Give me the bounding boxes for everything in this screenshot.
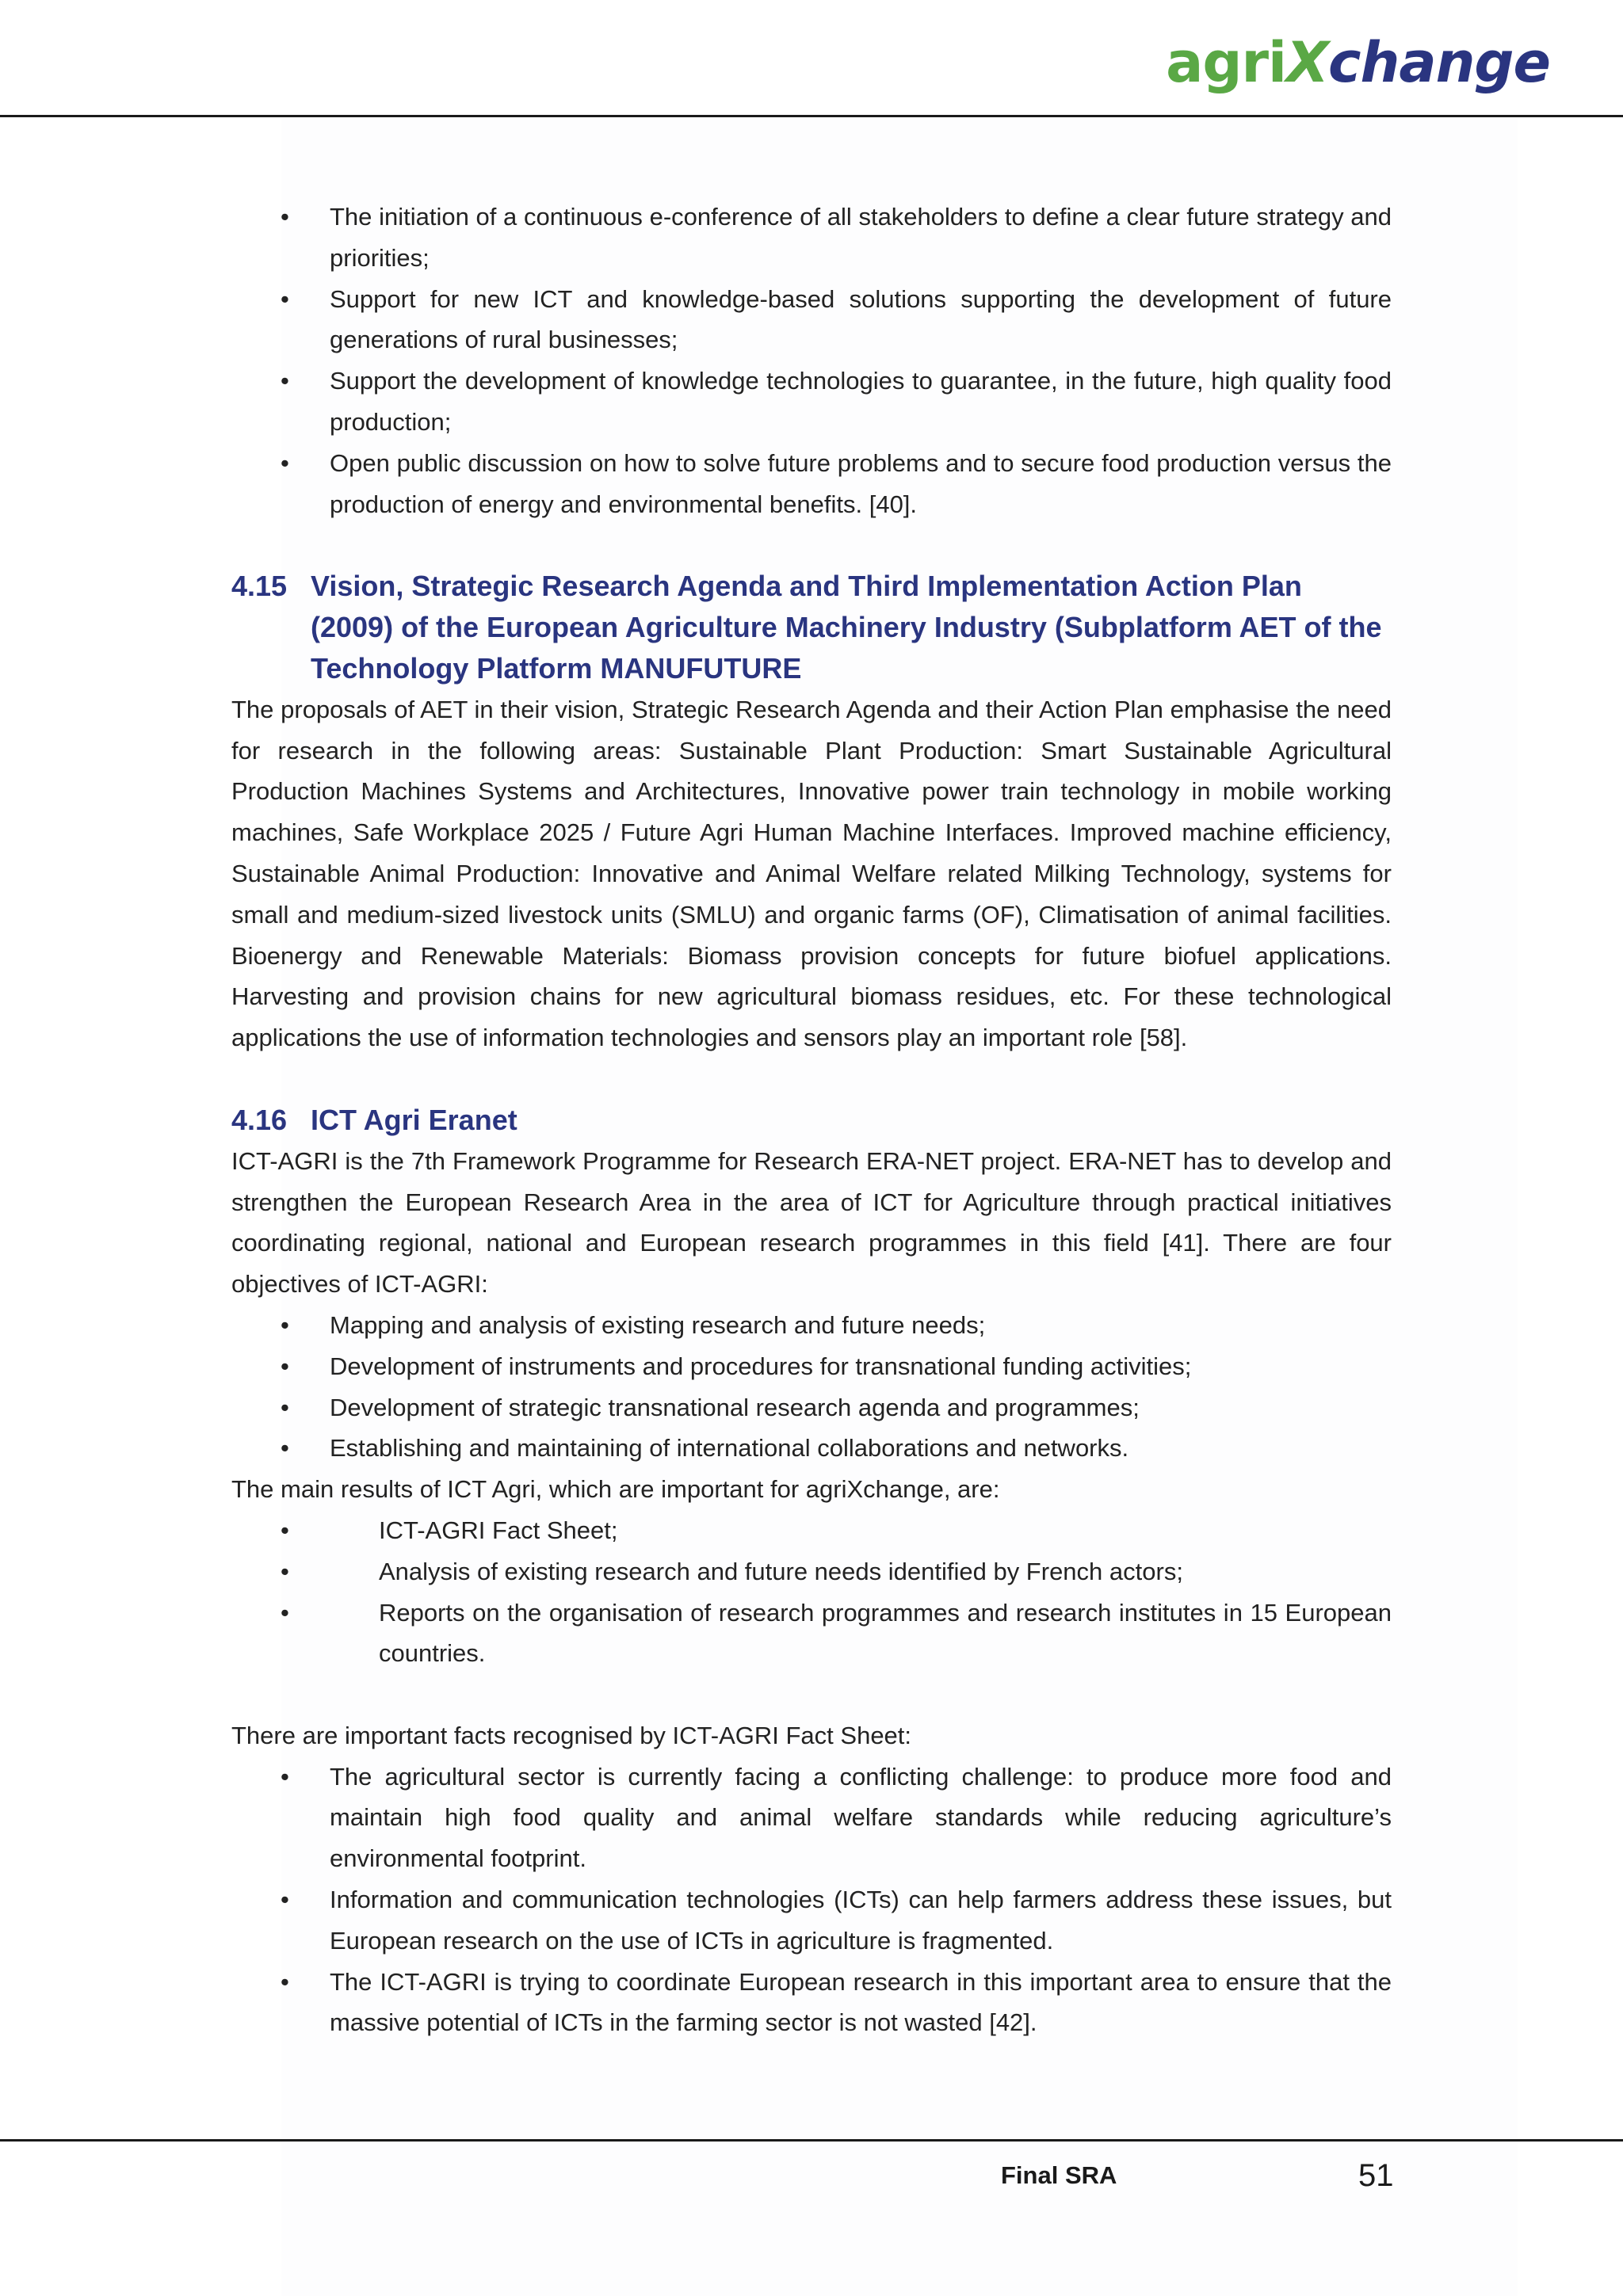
section-heading-4-15: [231, 566, 1392, 688]
list-item: • The ICT-AGRI is trying to coordinate European research in this important area to ensure that the massive potential of ICTs in the farming sector is not wasted [42].: [231, 1962, 1392, 2044]
page-number: 51: [1358, 2158, 1394, 2193]
list-item: • The agricultural sector is currently facing a conflicting challenge: to produce more food and maintain high food quality and animal welfare standards while reducing agriculture’s environmental footprint.: [231, 1756, 1392, 1879]
objectives-list: [231, 1305, 1392, 1469]
agrixchange-logo: agriXchange: [1166, 30, 1550, 95]
section-heading-4-16: [231, 1100, 1392, 1141]
facts-list: [231, 1756, 1392, 2044]
section-title: ICT Agri Eranet: [311, 1103, 517, 1136]
section-4-16-intro: ICT-AGRI is the 7th Framework Programme for Research ERA-NET project. ERA-NET has to develop and strengthen the European Research Area in the area of ICT for Agriculture through practical initiatives coordinating regional, national and European research programmes in this field [41]. There are four objectives of ICT-AGRI:: [231, 1146, 1392, 1299]
footer-rule: [0, 2139, 1623, 2142]
list-item: • ICT-AGRI Fact Sheet;: [231, 1510, 1392, 1551]
footer-label: Final SRA: [1001, 2161, 1117, 2189]
results-intro: The main results of ICT Agri, which are important for agriXchange, are:: [231, 1475, 1000, 1504]
section-number: 4.16: [231, 1103, 288, 1136]
list-item: • Analysis of existing research and future needs identified by French actors;: [231, 1551, 1392, 1592]
list-item: • The initiation of a continuous e-conference of all stakeholders to define a clear future strategy and priorities;: [231, 196, 1392, 279]
document-body: [231, 196, 1392, 2043]
section-4-15-body: The proposals of AET in their vision, Strategic Research Agenda and their Action Plan emphasise the need for research in the following areas: Sustainable Plant Production: Smart Sustainable Agricultural Production Machines Systems and Architectures, Innovative power train technology in mobile working machines, Safe Workplace 2025 / Future Agri Human Machine Interfaces. Improved machine efficiency, Sustainable Animal Production: Innovative and Animal Welfare related Milking Technology, systems for small and medium-sized livestock units (SMLU) and organic farms (OF), Climatisation of animal facilities. Bioenergy and Renewable Materials: Biomass provision concepts for future biofuel applications. Harvesting and provision chains for new agricultural biomass residues, etc. For these technological applications the use of information technologies and sensors play an important role [58].: [231, 695, 1392, 1052]
list-item: • Reports on the organisation of research programmes and research institutes in 15 European countries.: [231, 1592, 1392, 1675]
list-item: • Development of strategic transnational research agenda and programmes;: [231, 1387, 1392, 1428]
list-item: • Open public discussion on how to solve future problems and to secure food production versus the production of energy and environmental benefits. [40].: [231, 443, 1392, 525]
facts-intro: There are important facts recognised by ICT-AGRI Fact Sheet:: [231, 1721, 912, 1749]
section-number: 4.15: [231, 570, 288, 603]
results-list: [231, 1510, 1392, 1674]
list-item: • Establishing and maintaining of international collaborations and networks.: [231, 1428, 1392, 1469]
list-item: • Support for new ICT and knowledge-based solutions supporting the development of future generations of rural businesses;: [231, 279, 1392, 361]
list-item: • Information and communication technologies (ICTs) can help farmers address these issues, but European research on the use of ICTs in agriculture is fragmented.: [231, 1879, 1392, 1962]
list-item: • Mapping and analysis of existing research and future needs;: [231, 1305, 1392, 1346]
header-rule: [0, 115, 1623, 117]
list-item: • Development of instruments and procedures for transnational funding activities;: [231, 1346, 1392, 1387]
list-item: • Support the development of knowledge technologies to guarantee, in the future, high quality food production;: [231, 360, 1392, 443]
section-title: Vision, Strategic Research Agenda and Third Implementation Action Plan (2009) of the European Agriculture Machinery Industry (Subplatform AET of the Technology Platform MANUFUTURE: [311, 570, 1382, 685]
top-bullet-list: [231, 196, 1392, 524]
